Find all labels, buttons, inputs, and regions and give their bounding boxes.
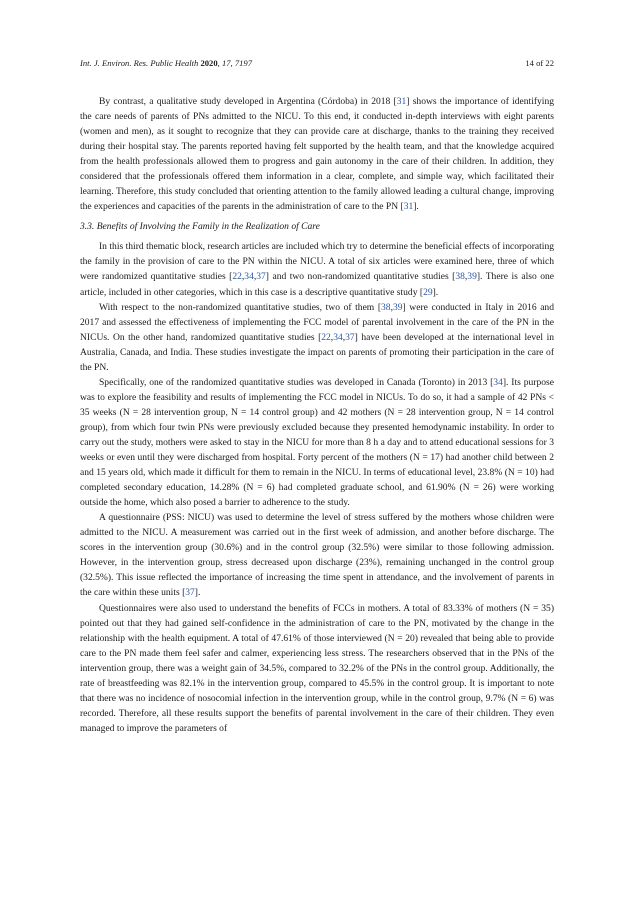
citation-link[interactable]: 37	[185, 587, 195, 599]
running-header	[80, 58, 554, 69]
citation-link[interactable]: 38	[381, 301, 391, 313]
article-body	[80, 94, 554, 736]
paragraph: Questionnaires were also used to understand the benefits of FCCs in mothers. A total of 83.33% of mothers (N = 35) pointed out that they had gained self-confidence in the administration of care to the PN, motivated by the change in the relationship with the health equipment. A total of 47.61% of those interviewed (N = 20) revealed that being able to provide care to the PN made them feel safer and calmer, experiencing less stress. The researchers observed that in the PNs of the intervention group, there was a weight gain of 34.5%, compared to 32.2% of the PNs in the control group. Additionally, the rate of breastfeeding was 82.1% in the intervention group, compared to 45.5% in the control group. It is important to note that there was no incidence of nosocomial infection in the intervention group, while in the control group, 9.7% (N = 6) was recorded. Therefore, all these results support the benefits of parental involvement in the care of their children. They even managed to improve the parameters of	[80, 602, 554, 734]
paragraph: In this third thematic block, research articles are included which try to determine the beneficial effects of incorporating the family in the provision of care to the PN within the NICU. A total of six articles were examined here, three of which were randomized quantitative studies [22,34,37] and two non-randomized quantitative studies [38,39]. There is also one article, included in other categories, which in this case is a descriptive quantitative study [29].	[80, 241, 554, 298]
paragraph: Specifically, one of the randomized quantitative studies was developed in Canada (Toronto) in 2013 [34]. Its purpose was to explore the feasibility and results of implementing the FCC model in NICUs. To do so, it had a sample of 42 PNs < 35 weeks (N = 28 intervention group, N = 14 control group) and 42 mothers (N = 28 intervention group, N = 14 control group), from which four twin PNs were previously excluded because they presented hemodynamic instability. In order to carry out the study, mothers were asked to stay in the NICU for more than 8 h a day and to attend educational sessions for 3 weeks or even until they were discharged from hospital. Forty percent of the mothers (N = 17) had another child between 2 and 15 years old, which made it difficult for them to remain in the NICU. In terms of educational level, 23.8% (N = 10) had completed secondary education, 14.28% (N = 6) had completed graduate school, and 61.90% (N = 26) were working outside the home, which also posed a barrier to adherence to the study.	[80, 376, 554, 509]
section-heading: 3.3. Benefits of Involving the Family in the Realization of Care	[80, 221, 320, 233]
citation-link[interactable]: 22	[232, 271, 242, 283]
paragraph: A questionnaire (PSS: NICU) was used to determine the level of stress suffered by the mothers whose children were admitted to the NICU. A measurement was carried out in the first week of admission, and another before discharge. The scores in the intervention group (30.6%) and in the control group (32.5%) were similar to those following admission. However, in the intervention group, stress decreased upon discharge (23%), remaining unchanged in the control group (32.5%). This issue reflected the importance of increasing the time spent in attendance, and the involvement of parents in the care within these units [37].	[80, 512, 554, 599]
citation-link[interactable]: 37	[256, 271, 266, 283]
citation-link[interactable]: 22	[321, 331, 331, 343]
citation-link[interactable]: 39	[392, 301, 403, 313]
page-number: 14 of 22	[525, 58, 554, 68]
citation-link[interactable]: 29	[423, 286, 433, 298]
citation-link[interactable]: 31	[396, 96, 407, 107]
citation-link[interactable]: 34	[493, 376, 503, 388]
paragraph: By contrast, a qualitative study developed in Argentina (Córdoba) in 2018 [31] shows the importance of identifying the care needs of parents of PNs admitted to the NICU. To this end, it conducted in-depth interviews with eight parents (women and men), as it sought to recognize that they can provide care at discharge, thanks to the training they received during their hospital stay. The parents reported having felt supported by the health team, and that the knowledge acquired from the health professionals allowed them to progress and gain autonomy in the care of their children. In addition, they considered that the professionals offered them information in a clear, complete, and simple way, which facilitated their learning. Therefore, this study concluded that orienting attention to the family allowed leading a cultural change, improving the experiences and capacities of the parents in the administration of care to the PN [31].	[80, 96, 555, 213]
citation-link[interactable]: 34	[244, 271, 254, 283]
citation-link[interactable]: 31	[403, 201, 414, 213]
citation-link[interactable]: 34	[333, 331, 343, 343]
citation-link[interactable]: 37	[345, 331, 355, 343]
paragraph: With respect to the non-randomized quantitative studies, two of them [38,39] were conducted in Italy in 2016 and 2017 and assessed the effectiveness of implementing the FCC model of parental involvement in the care of the PN in the NICUs. On the other hand, randomized quantitative studies [22,34,37] have been developed at the international level in Australia, Canada, and India. These studies investigate the impact on parents of promoting their participation in the care of the PN.	[80, 301, 554, 373]
citation-link[interactable]: 38	[455, 271, 465, 283]
citation-link[interactable]: 39	[467, 271, 477, 283]
journal-citation: Int. J. Environ. Res. Public Health 2020, 17, 7197	[80, 58, 253, 68]
